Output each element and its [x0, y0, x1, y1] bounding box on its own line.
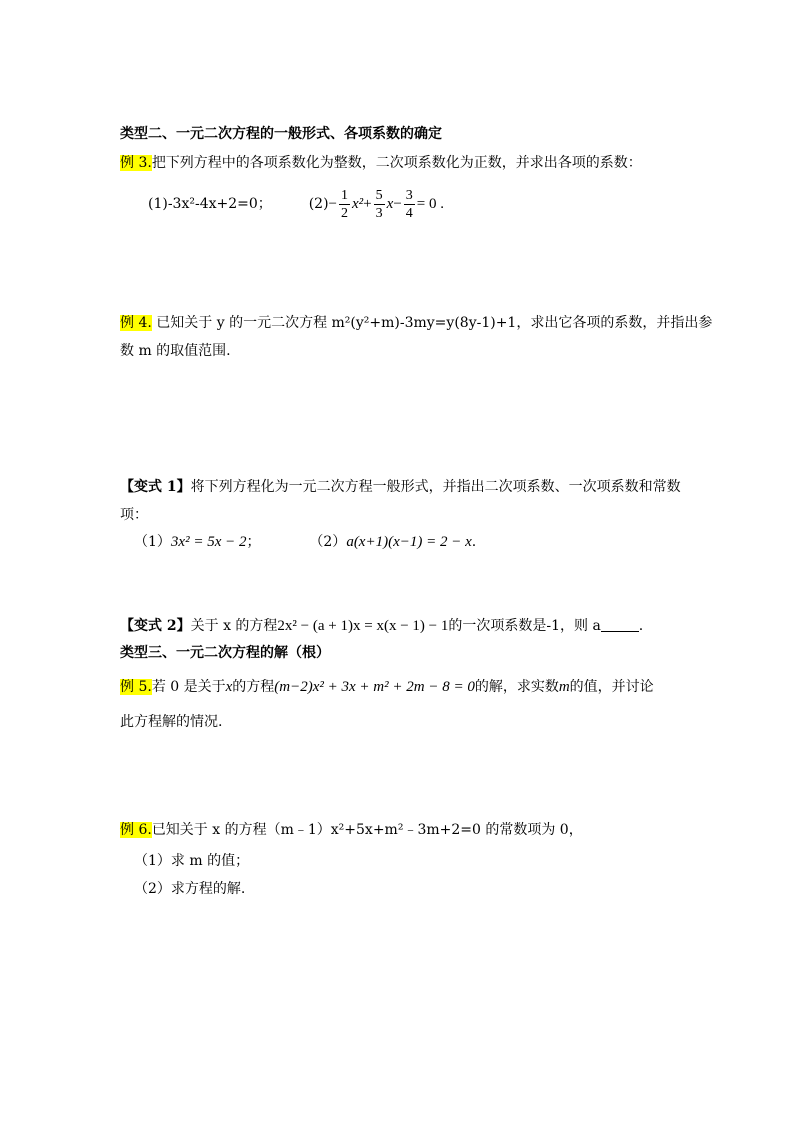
fraction-three-quarters: $\frac{3}{4}$ [405, 187, 413, 221]
example-4-text: 已知关于 y 的一元二次方程 m²(y²+m)-3my=y(8y-1)+1，求出它各项的系数，并指出参 [151, 315, 713, 331]
example-3-problem-2: (2)− $\frac{1}{2}$ x²+ $\frac{5}{3}$ x− $\frac{3}{4}$ = 0 . [308, 187, 444, 221]
example-3-label: 例 3. [120, 155, 152, 171]
variant-1-line-2: 项： [120, 507, 148, 523]
example-5-line-1: 例 5.若 0 是关于x的方程(m−2)x² + 3x + m² + 2m − 8 = 0的解，求实数m的值，并讨论 [120, 679, 654, 695]
example-3-problem-1: (1)-3x²-4x+2=0； [148, 196, 272, 212]
example-6-question-1: （1）求 m 的值； [134, 853, 250, 869]
variant-2-equation: 2x² − (a + 1)x = x(x − 1) − 1 [277, 618, 449, 634]
example-5-line-2: 此方程解的情况. [120, 714, 223, 730]
variant-1-label: 【变式 1】 [120, 479, 191, 495]
variant-1-text: 将下列方程化为一元二次方程一般形式，并指出二次项系数、一次项系数和常数 [190, 479, 681, 495]
variant-2-label: 【变式 2】 [120, 618, 191, 634]
example-3-problems [148, 186, 444, 222]
section-heading-type2: 类型二、一元二次方程的一般形式、各项系数的确定 [120, 126, 442, 142]
variant-1-problems: （1）3x² = 5x − 2； （2）a(x+1)(x−1) = 2 − x. [134, 534, 477, 550]
fraction-one-half: $\frac{1}{2}$ [341, 187, 349, 221]
example-6-text: 已知关于 x 的方程（m﹣1）x²+5x+m²﹣3m+2=0 的常数项为 0， [151, 822, 583, 838]
fraction-five-thirds: $\frac{5}{3}$ [375, 187, 383, 221]
variant-1-line-1 [120, 477, 681, 497]
example-3-line [120, 153, 642, 173]
example-3-text: 把下列方程中的各项系数化为整数，二次项系数化为正数，并求出各项的系数： [151, 155, 642, 171]
variant-1-equation-2: a(x+1)(x−1) = 2 − x [346, 534, 472, 550]
example-4-line-1 [120, 313, 712, 333]
example-6-label: 例 6. [120, 822, 152, 838]
answer-blank[interactable] [601, 617, 639, 632]
example-5-label: 例 5. [120, 679, 152, 695]
variant-1-equation-1: 3x² = 5x − 2 [170, 534, 247, 550]
example-4-label: 例 4. [120, 315, 152, 331]
example-4-line-2: 数 m 的取值范围. [120, 343, 231, 359]
variant-2-line: 【变式 2】关于 x 的方程2x² − (a + 1)x = x(x − 1) − 1的一次项系数是-1，则 a . [120, 618, 644, 634]
example-6-question-2: （2）求方程的解. [134, 881, 246, 897]
example-5-equation: (m−2)x² + 3x + m² + 2m − 8 = 0 [274, 679, 475, 695]
example-6-line [120, 820, 583, 840]
section-heading-type3: 类型三、一元二次方程的解（根） [120, 645, 330, 661]
